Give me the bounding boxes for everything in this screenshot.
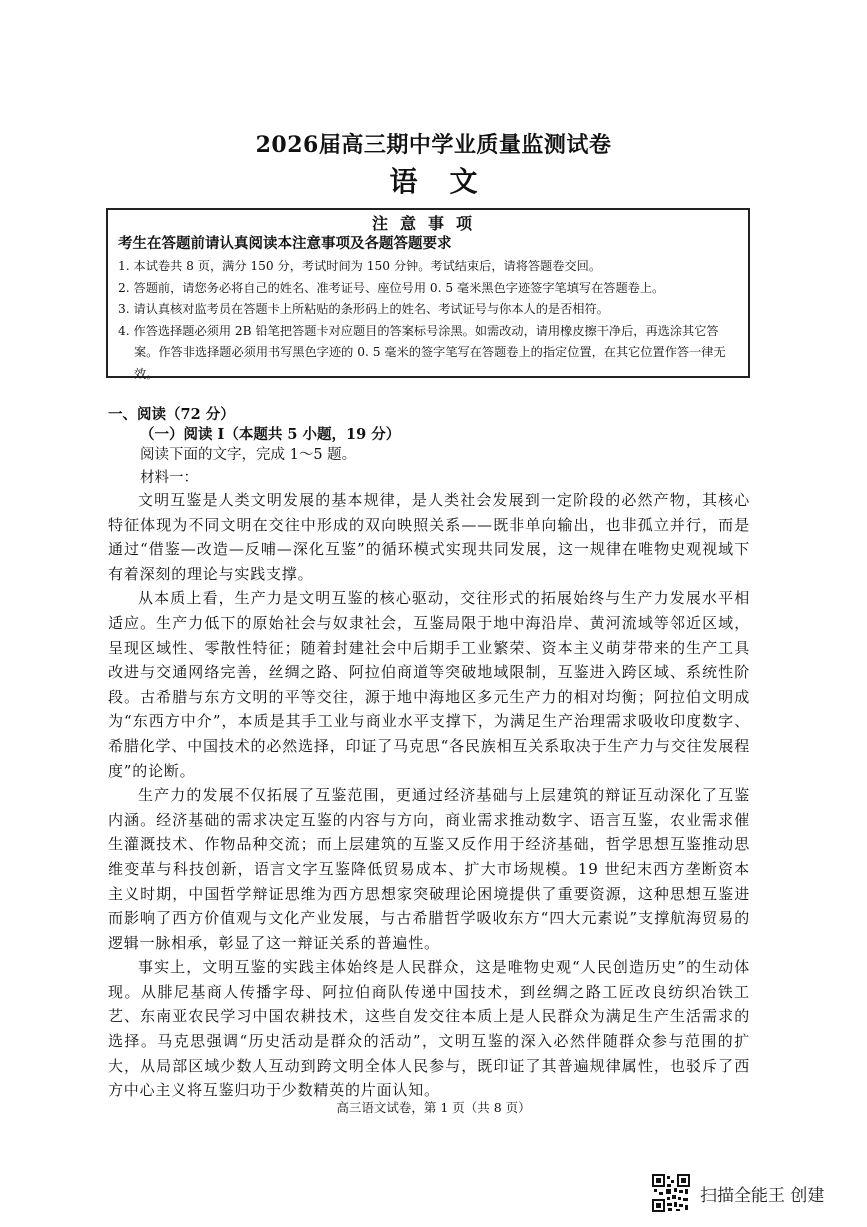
body-paragraph: 生产力的发展不仅拓展了互鉴范围，更通过经济基础与上层建筑的辩证互动深化了互鉴内涵。经济基础的需求决定互鉴的内容与方向，商业需求推动数字、语言互鉴，农业需求催生灌溉技术、作物品种交流；而上层建筑的互鉴又反作用于经济基础，哲学思想互鉴推动思维变革与科技创新，语言文字互鉴降低贸易成本、扩大市场规模。19 世纪末西方垄断资本主义时期，中国哲学辩证思维为西方思想家突破理论困境提供了重要资源，这种思想互鉴进而影响了西方价值观与文化产业发展，与古希腊哲学吸收东方“四大元素说”支撑航海贸易的逻辑一脉相承，彰显了这一辩证关系的普遍性。: [108, 786, 750, 952]
scanner-text: 扫描全能王 创建: [700, 1185, 825, 1206]
exam-title: 2026届高三期中学业质量监测试卷: [255, 132, 612, 158]
notice-item: 4. 作答选择题必须用 2B 铅笔把答题卡对应题目的答案标号涂黑。如需改动，请用橡皮擦干净后，再选涂其它答案。作答非选择题必须用书写黑色字迹的 0. 5 毫米的签字笔写在答题卷上的指定位置，在其它位置作答一律无效。: [118, 323, 726, 381]
notice-box: [106, 208, 750, 381]
body-paragraph: 文明互鉴是人类文明发展的基本规律，是人类社会发展到一定阶段的必然产物，其核心特征体现为不同文明在交往中形成的双向映照关系——既非单向输出，也非孤立并行，而是通过“借鉴—改造—反哺—深化互鉴”的循环模式实现共同发展，这一规律在唯物史观视域下有着深刻的理论与实践支撑。: [108, 491, 750, 583]
notice-heading: 考生在答题前请认真阅读本注意事项及各题答题要求: [118, 235, 452, 252]
exam-subject: 语文: [389, 165, 510, 198]
page-footer: 高三语文试卷，第 1 页（共 8 页）: [336, 1100, 531, 1115]
subsection-title: （一）阅读 I（本题共 5 小题，19 分）: [140, 426, 401, 443]
notice-item: 2. 答题前，请您务必将自己的姓名、准考证号、座位号用 0. 5 毫米黑色字迹签字笔填写在答题卷上。: [118, 280, 665, 295]
notice-item: 1. 本试卷共 8 页，满分 150 分，考试时间为 150 分钟。考试结束后，请将答题卷交回。: [118, 259, 602, 273]
material-body: [108, 488, 750, 1103]
scanner-watermark: [652, 1170, 824, 1216]
body-paragraph: 事实上，文明互鉴的实践主体始终是人民群众，这是唯物史观“人民创造历史”的生动体现。从腓尼基商人传播字母、阿拉伯商队传递中国技术，到丝绸之路工匠改良纺织冶铁工艺、东南亚农民学习中国农耕技术，这些自发交往本质上是人民群众为满足生产生活需求的选择。马克思强调“历史活动是群众的活动”，文明互鉴的深入必然伴随群众参与范围的扩大，从局部区域少数人互动到跨文明全体人民参与，既印证了其普遍规律属性，也驳斥了西方中心主义将互鉴归功于少数精英的片面认知。: [108, 958, 750, 1100]
notice-title: 注意事项: [371, 214, 484, 233]
reading-instruction: 阅读下面的文字，完成 1～5 题。: [140, 447, 357, 463]
body-paragraph: 从本质上看，生产力是文明互鉴的核心驱动，交往形式的拓展始终与生产力发展水平相适应。生产力低下的原始社会与奴隶社会，互鉴局限于地中海沿岸、黄河流域等邻近区域，呈现区域性、零散性特征；随着封建社会中后期手工业繁荣、资本主义萌芽带来的生产工具改进与交通网络完善，丝绸之路、阿拉伯商道等突破地域限制，互鉴进入跨区域、系统性阶段。古希腊与东方文明的平等交往，源于地中海地区多元生产力的相对均衡；阿拉伯文明成为“东西方中介”，本质是其手工业与商业水平支撑下，为满足生产治理需求吸收印度数字、希腊化学、中国技术的必然选择，印证了马克思“各民族相互关系取决于生产力与交往发展程度”的论断。: [108, 589, 750, 780]
material-label: 材料一：: [140, 470, 198, 486]
section-title: 一、阅读（72 分）: [108, 406, 235, 423]
notice-item: 3. 请认真核对监考员在答题卡上所粘贴的条形码上的姓名、考试证号与你本人的是否相符。: [118, 302, 609, 316]
notice-list: [118, 256, 748, 385]
qr-code-icon: [652, 1174, 690, 1212]
